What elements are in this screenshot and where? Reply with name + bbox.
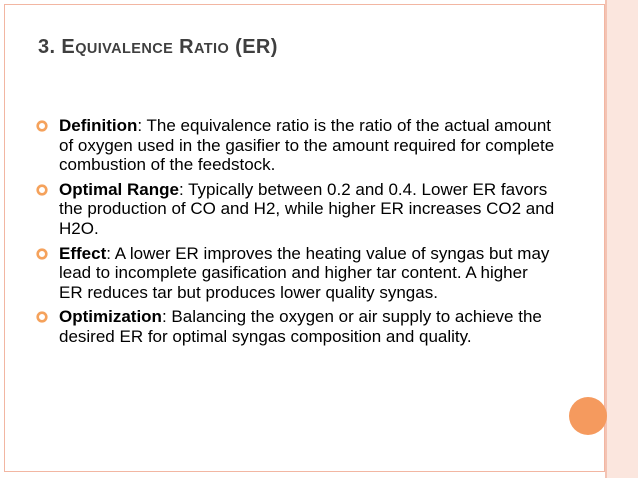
bullet-term: Optimal Range bbox=[59, 179, 179, 199]
bullet-text: : A lower ER improves the heating value of syngas but may lead to incomplete gasification and higher tar content. A higher ER reduces tar but produces lower quality syngas. bbox=[59, 243, 550, 302]
ring-bullet-icon bbox=[36, 311, 48, 323]
bullet-term: Optimization bbox=[59, 307, 162, 327]
bullet-item-optimal-range bbox=[36, 180, 556, 239]
ring-bullet-icon bbox=[36, 120, 48, 132]
ring-bullet-icon bbox=[36, 184, 48, 196]
ring-bullet-icon bbox=[36, 248, 48, 260]
bullet-item-definition bbox=[36, 116, 556, 175]
right-decorative-band bbox=[605, 0, 638, 478]
bullet-text: : The equivalence ratio is the ratio of the actual amount of oxygen used in the gasifier to the amount required for complete combustion of the feedstock. bbox=[59, 116, 555, 175]
slide-title bbox=[38, 36, 278, 59]
bullet-text: : Typically between 0.2 and 0.4. Lower ER favors the production of CO and H2, while higher ER increases CO2 and H2O. bbox=[59, 179, 555, 238]
bullet-list bbox=[36, 116, 556, 352]
title-part-1: 3. E bbox=[38, 36, 76, 58]
bullet-term: Definition bbox=[59, 116, 138, 135]
right-band-edge bbox=[605, 0, 607, 478]
title-part-4: ATIO bbox=[194, 41, 230, 57]
title-part-5: (ER) bbox=[229, 36, 278, 58]
bullet-item-optimization bbox=[36, 307, 556, 346]
title-part-2: QUIVALENCE bbox=[75, 41, 174, 57]
bullet-text: : Balancing the oxygen or air supply to achieve the desired ER for optimal syngas composition and quality. bbox=[59, 307, 542, 346]
bullet-term: Effect bbox=[59, 243, 107, 263]
title-part-3: R bbox=[173, 36, 194, 58]
bullet-item-effect bbox=[36, 244, 556, 303]
orange-circle-decoration bbox=[569, 397, 607, 435]
